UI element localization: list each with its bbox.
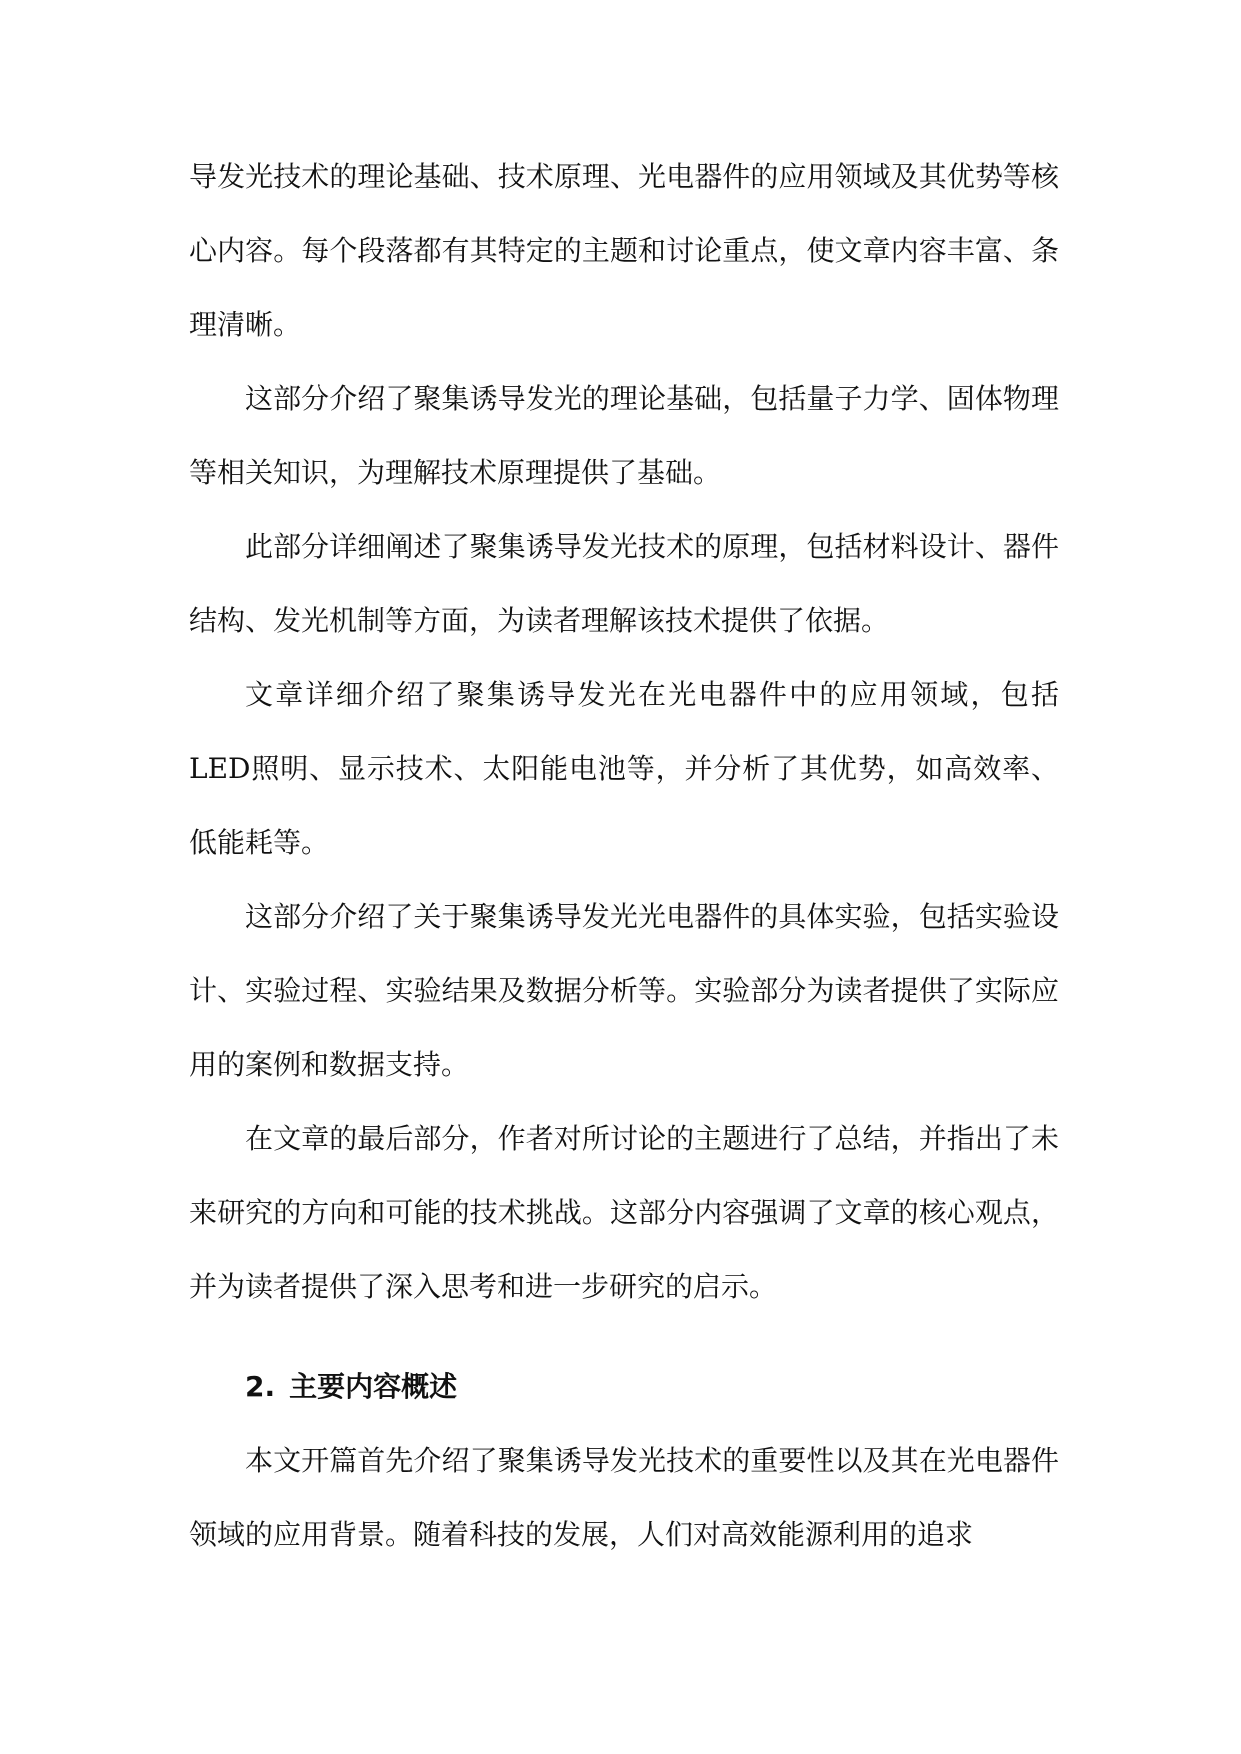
section-number: 2. [245, 1370, 276, 1403]
paragraph-1: 导发光技术的理论基础、技术原理、光电器件的应用领域及其优势等核心内容。每个段落都有其特定的主题和讨论重点，使文章内容丰富、条理清晰。 [189, 160, 1059, 341]
section-title: 主要内容概述 [289, 1370, 458, 1403]
document-body [189, 140, 1059, 1572]
paragraph-4: 文章详细介绍了聚集诱导发光在光电器件中的应用领域，包括LED照明、显示技术、太阳能电池等，并分析了其优势，如高效率、低能耗等。 [189, 678, 1059, 859]
paragraph-6: 在文章的最后部分，作者对所讨论的主题进行了总结，并指出了未来研究的方向和可能的技术挑战。这部分内容强调了文章的核心观点，并为读者提供了深入思考和进一步研究的启示。 [189, 1122, 1059, 1303]
paragraph-5: 这部分介绍了关于聚集诱导发光光电器件的具体实验，包括实验设计、实验过程、实验结果及数据分析等。实验部分为读者提供了实际应用的案例和数据支持。 [189, 900, 1059, 1081]
section-heading [189, 1350, 1059, 1424]
paragraph-7: 本文开篇首先介绍了聚集诱导发光技术的重要性以及其在光电器件领域的应用背景。随着科技的发展，人们对高效能源利用的追求 [189, 1444, 1059, 1551]
paragraph-2: 这部分介绍了聚集诱导发光的理论基础，包括量子力学、固体物理等相关知识，为理解技术原理提供了基础。 [189, 382, 1059, 489]
paragraph-3: 此部分详细阐述了聚集诱导发光技术的原理，包括材料设计、器件结构、发光机制等方面，为读者理解该技术提供了依据。 [189, 530, 1059, 637]
